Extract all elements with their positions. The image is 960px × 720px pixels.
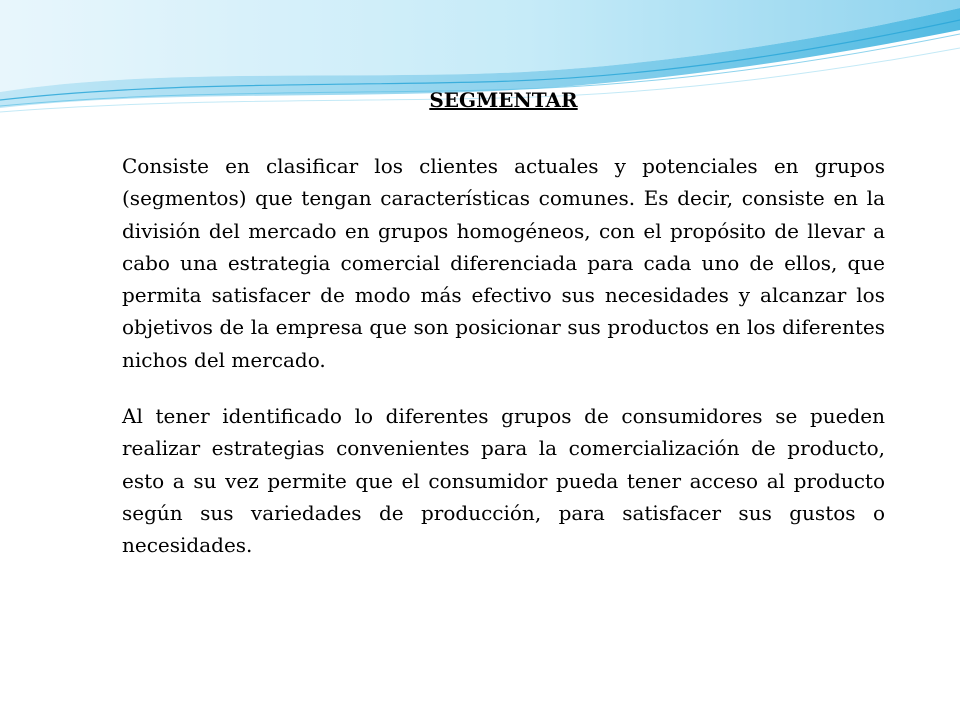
slide-title: SEGMENTAR: [429, 88, 578, 112]
body-paragraph-1: Consiste en clasificar los clientes actuales y potenciales en grupos (segmentos) que tengan características comunes. Es decir, consiste en la división del mercado en grupos homogéneos, con el propósito de llevar a cabo una estrategia comercial diferenciada para cada uno de ellos, que permita satisfacer de modo más efectivo sus necesidades y alcanzar los objetivos de la empresa que son posicionar sus productos en los diferentes nichos del mercado.: [122, 154, 885, 372]
slide-body: [122, 150, 885, 562]
body-paragraph-2: Al tener identificado lo diferentes grupos de consumidores se pueden realizar estrategias convenientes para la comercialización de producto, esto a su vez permite que el consumidor pueda tener acceso al producto según sus variedades de producción, para satisfacer sus gustos o necesidades.: [122, 404, 885, 558]
